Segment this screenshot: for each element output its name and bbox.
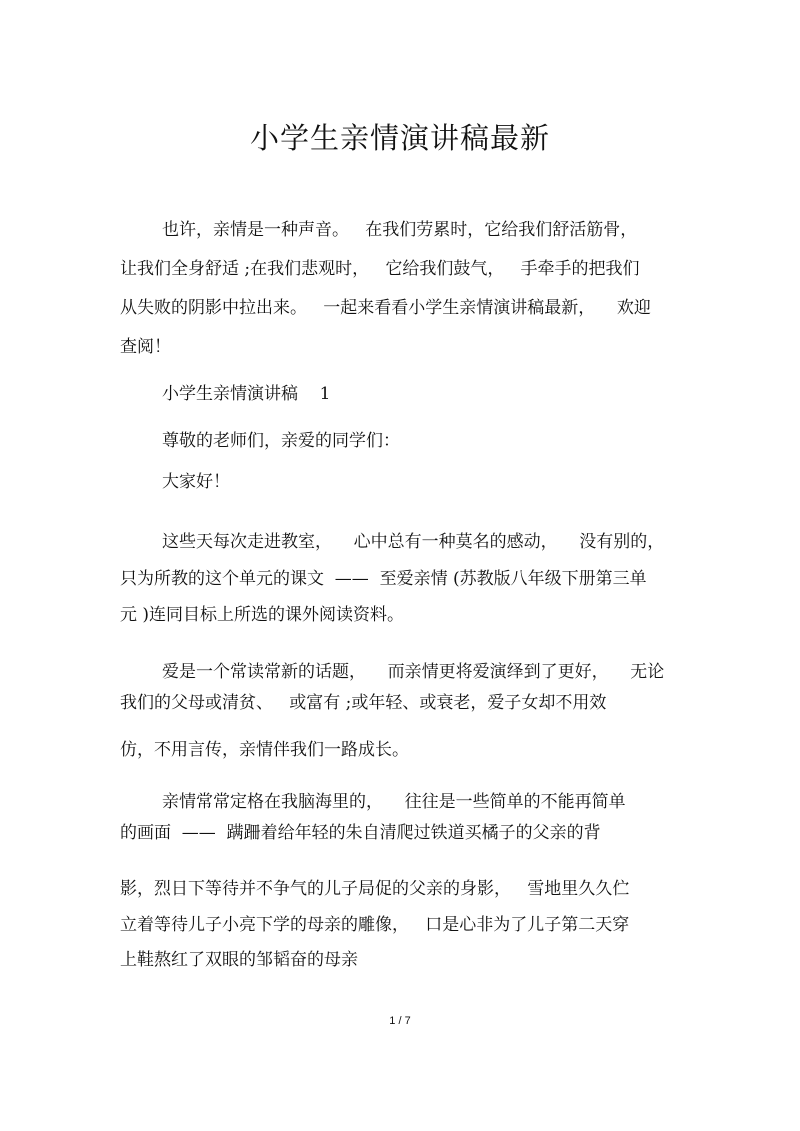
paragraph-line: 我们的父母或清贫、 或富有 ;或年轻、或衰老，爱子女却不用效	[120, 693, 607, 713]
paragraph-line: 立着等待儿子小亮下学的母亲的雕像， 口是心非为了儿子第二天穿	[120, 915, 630, 935]
paragraph-line: 元 )连同目标上所选的课外阅读资料。	[120, 605, 405, 625]
section-heading: 小学生亲情演讲稿 1	[162, 384, 331, 404]
paragraph-line: 这些天每次走进教室， 心中总有一种莫名的感动， 没有别的，	[162, 532, 665, 552]
greeting-line: 大家好！	[162, 472, 230, 492]
page-number: 1 / 7	[389, 1015, 411, 1027]
paragraph-line: 的画面 —— 蹒跚着给年轻的朱自清爬过铁道买橘子的父亲的背	[120, 823, 601, 843]
paragraph-line: 上鞋熬红了双眼的邹韬奋的母亲	[120, 950, 358, 970]
salutation-line: 尊敬的老师们，亲爱的同学们：	[162, 431, 400, 451]
document-title: 小学生亲情演讲稿最新	[249, 121, 550, 155]
paragraph-line: 影，烈日下等待并不争气的儿子局促的父亲的身影， 雪地里久久伫	[120, 879, 630, 899]
paragraph-line: 只为所教的这个单元的课文 —— 至爱亲情 (苏教版八年级下册第三单	[120, 569, 647, 589]
paragraph-line: 从失败的阴影中拉出来。 一起来看看小学生亲情演讲稿最新， 欢迎	[120, 298, 651, 318]
paragraph-line: 让我们全身舒适 ;在我们悲观时， 它给我们鼓气， 手牵手的把我们	[120, 259, 640, 279]
paragraph-line: 亲情常常定格在我脑海里的， 往往是一些简单的不能再简单	[162, 792, 626, 812]
paragraph-line: 爱是一个常读常新的话题， 而亲情更将爱演绎到了更好， 无论	[162, 662, 665, 682]
paragraph-line: 仿，不用言传，亲情伴我们一路成长。	[120, 740, 409, 760]
paragraph-line: 也许，亲情是一种声音。 在我们劳累时，它给我们舒活筋骨，	[162, 220, 638, 240]
paragraph-line: 查阅！	[120, 337, 171, 357]
